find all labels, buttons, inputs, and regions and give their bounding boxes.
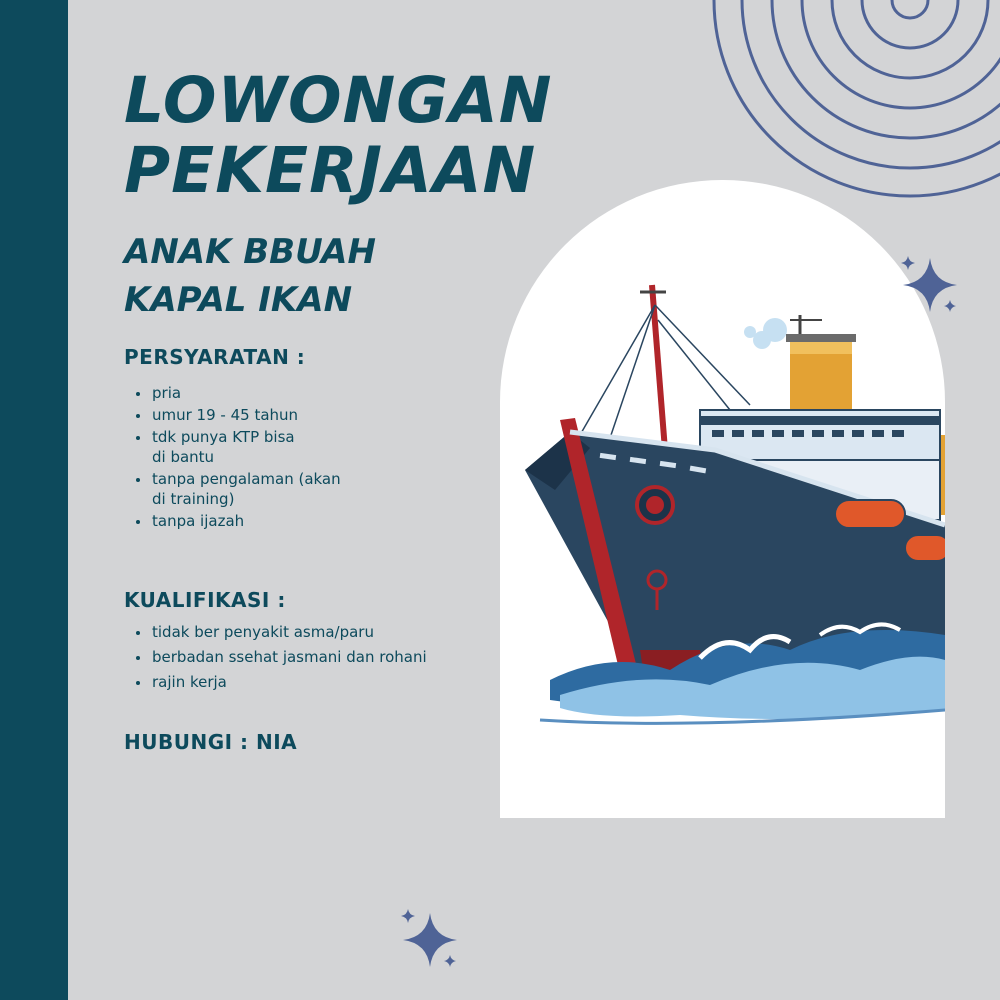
job-title-line-1: ANAK BBUAH (124, 232, 376, 272)
title-line-2: PEKERJAAN (124, 134, 537, 207)
list-item (134, 405, 341, 425)
ship-illustration (500, 180, 945, 818)
job-title (124, 228, 376, 324)
list-item-text-cont: di bantu (152, 448, 215, 466)
list-item-text: tanpa pengalaman (akan (152, 470, 341, 488)
sparkle-icon (395, 905, 465, 975)
list-item-text: tidak ber penyakit asma/paru (152, 623, 374, 641)
job-title-line-2: KAPAL IKAN (124, 280, 353, 320)
list-item (134, 469, 341, 509)
concentric-rings-decoration (700, 0, 1000, 200)
list-item-text: berbadan ssehat jasmani dan rohani (152, 648, 427, 666)
list-item (134, 383, 341, 403)
list-item-text: rajin kerja (152, 673, 227, 691)
qualifications-list (134, 622, 427, 697)
list-item (134, 622, 427, 642)
requirements-list (134, 383, 341, 533)
list-item-text: pria (152, 384, 182, 402)
title-line-1: LOWONGAN (124, 64, 553, 137)
list-item (134, 511, 341, 531)
page-title (124, 66, 552, 206)
list-item (134, 647, 427, 667)
contact-info: HUBUNGI : NIA (124, 730, 298, 754)
list-item-text-cont: di training) (152, 490, 235, 508)
ship-image-frame (500, 180, 945, 818)
requirements-heading: PERSYARATAN : (124, 345, 306, 369)
list-item (134, 672, 427, 692)
sparkle-icon (895, 250, 965, 320)
side-band (0, 0, 68, 1000)
list-item-text: umur 19 - 45 tahun (152, 406, 299, 424)
list-item-text: tdk punya KTP bisa (152, 428, 295, 446)
qualifications-heading: KUALIFIKASI : (124, 588, 286, 612)
list-item-text: tanpa ijazah (152, 512, 245, 530)
list-item (134, 427, 341, 467)
